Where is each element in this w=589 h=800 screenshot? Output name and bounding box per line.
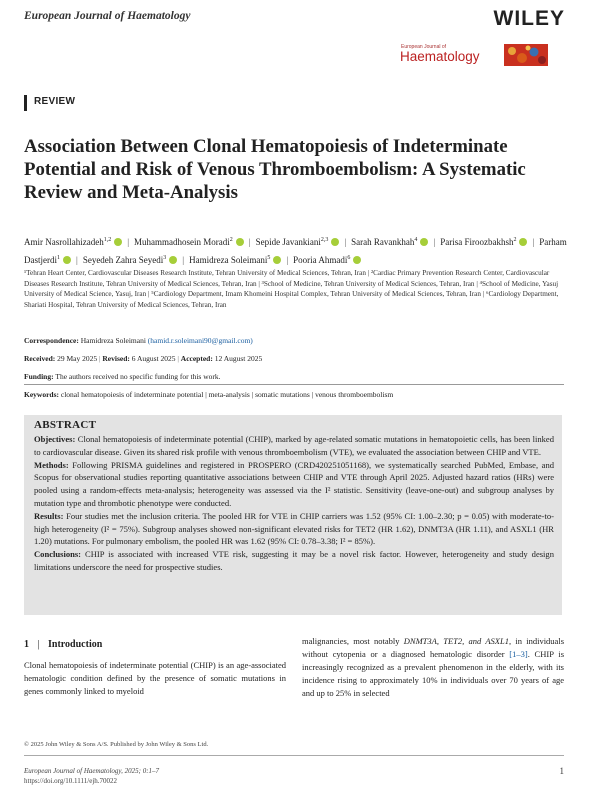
- author: [24, 237, 122, 247]
- author: [189, 255, 281, 265]
- author-name: Muhammadhosein Moradi: [134, 237, 230, 247]
- journal-logo: [400, 44, 560, 70]
- orcid-icon[interactable]: [420, 238, 428, 246]
- author: [293, 255, 361, 265]
- page-number: 1: [559, 766, 564, 776]
- author-name: Pooria Ahmadi: [293, 255, 348, 265]
- author-separator: |: [286, 255, 289, 265]
- citation: European Journal of Haematology, 2025; 0:1–7: [24, 767, 160, 775]
- revised-label: Revised:: [102, 354, 130, 363]
- author: [134, 237, 244, 247]
- author-separator: |: [433, 237, 436, 247]
- author-separator: |: [344, 237, 347, 247]
- keywords: [24, 390, 393, 399]
- orcid-icon[interactable]: [519, 238, 527, 246]
- conclusions-label: Conclusions:: [34, 549, 82, 560]
- author-affiliation: 6: [347, 255, 351, 261]
- author-name: Sarah Ravankhah: [351, 237, 415, 247]
- intro-column-right: [302, 635, 564, 700]
- author-affiliation: 2,3: [320, 237, 329, 243]
- author: [83, 255, 177, 265]
- correspondence-name: Hamidreza Soleimani: [80, 336, 146, 345]
- section-number: 1: [24, 639, 29, 650]
- orcid-icon[interactable]: [353, 256, 361, 264]
- footer-divider: [24, 755, 564, 756]
- abstract-methods: [34, 459, 554, 510]
- methods-text: Following PRISMA guidelines and registered in PROSPERO (CRD420251051168), we systematically searched PubMed, Embase, and Scopus for observational studies reporting quantitative associations between CHIP and VTE through April 2025. Adjusted hazard ratios (HRs) were pooled using a random-effects meta-analysis; heterogeneity was assessed via the I² statistic. Sensitivity (leave-one-out) and subgroup analyses by mutation type and thrombotic phenotype were conducted.: [34, 459, 554, 508]
- article-dates: Received: 29 May 2025 | Revised: 6 August 2025 | Accepted: 12 August 2025: [24, 354, 263, 363]
- author-name: Amir Nasrollahizadeh: [24, 237, 104, 247]
- author-affiliation: 1,2: [103, 237, 112, 243]
- author-affiliation: 1: [57, 255, 60, 261]
- author: [256, 237, 340, 247]
- copyright: © 2025 John Wiley & Sons A/S. Published by John Wiley & Sons Ltd.: [24, 741, 209, 748]
- affiliations: ¹Tehran Heart Center, Cardiovascular Diseases Research Institute, Tehran University of Medical Sciences, Tehran, Iran | ²Cardiac Primary Prevention Research Center, Cardiovascular Diseases Research Institute, Tehran University of Medical Sciences, Tehran, Iran | ³School of Medicine, Tehran University of Medical Sciences, Tehran, Iran | ⁴School of Medicine, Yasuj University of Medical Science, Yasuj, Iran | ⁵Cardiology Department, Imam Khomeini Hospital Complex, Tehran University of Medical Sciences, Tehran, Iran | ⁶Cardiology Department, Shariati Hospital, Tehran University of Medical Sciences, Tehran, Iran: [24, 269, 559, 309]
- funding-label: Funding:: [24, 372, 54, 381]
- objectives-label: Objectives:: [34, 434, 76, 444]
- intro-text-c: . CHIP is increasingly recognized as a prevalent phenomenon in the elderly, with its incidence rising to approximately 10% in individuals over 70 years of age and up to 25% in selected: [302, 649, 564, 698]
- accepted-label: Accepted:: [180, 354, 213, 363]
- intro-text-a: malignancies, most notably: [302, 636, 404, 646]
- abstract-heading: ABSTRACT: [34, 419, 97, 431]
- logo-artwork-icon: [504, 44, 548, 66]
- author-name: Sepide Javankiani: [255, 237, 321, 247]
- intro-genes: DNMT3A, TET2, and ASXL1: [403, 636, 509, 646]
- journal-name: European Journal of Haematology: [24, 10, 191, 22]
- article-type: REVIEW: [34, 96, 76, 107]
- funding-text: The authors received no specific funding for this work.: [55, 372, 221, 381]
- author-separator: |: [182, 255, 185, 265]
- received-label: Received:: [24, 354, 56, 363]
- author: [440, 237, 527, 247]
- orcid-icon[interactable]: [236, 238, 244, 246]
- abstract-results: [34, 510, 554, 548]
- author-name: Hamidreza Soleimani: [189, 255, 268, 265]
- results-label: Results:: [34, 510, 64, 521]
- author-separator: |: [76, 255, 78, 265]
- keywords-label: Keywords:: [24, 390, 59, 399]
- section-heading: 1 | Introduction: [24, 639, 103, 650]
- logo-big-text: Haematology: [400, 49, 480, 64]
- section-title: Introduction: [48, 639, 103, 650]
- author-affiliation: 2: [229, 237, 233, 243]
- accepted-date: 12 August 2025: [214, 354, 263, 363]
- results-text: Four studies met the inclusion criteria. The pooled HR for VTE in CHIP carriers was 1.52 (95% CI: 1.00–2.30; p = 0.05) with moderate-to-high heterogeneity (I² = 75%). Subgroup analyses showed non-significant elevated risks for TET2 (HR 1.62), DNMT3A (HR 1.11), and ASXL1 (HR 1.20) mutations. For pulmonary embolism, the pooled HR was 1.62 (95% CI: 0.78–3.38; I² = 85%).: [34, 510, 554, 547]
- author-affiliation: 4: [414, 237, 418, 243]
- author-separator: |: [532, 237, 535, 247]
- author-affiliation: 3: [163, 255, 167, 261]
- author-separator: |: [248, 237, 251, 247]
- objectives-text: Clonal hematopoiesis of indeterminate potential (CHIP), marked by age-related somatic mutations in hematopoietic cells, has been linked to cardiovascular disease. Given its shared risk profile with venous thromboembolism (VTE), we evaluated the association between CHIP and VTE.: [34, 434, 555, 457]
- orcid-icon[interactable]: [169, 256, 177, 264]
- revised-date: 6 August 2025: [131, 354, 176, 363]
- author-name: Parham Dastjerdi: [24, 237, 567, 265]
- conclusions-text: CHIP is associated with increased VTE risk, suggesting it may be a novel risk factor. However, heterogeneity and study design limitations underscore the need for prospective studies.: [34, 549, 554, 572]
- intro-text-b: , in individuals without cytopenia or a diagnosed hematologic disorder: [302, 636, 564, 659]
- orcid-icon[interactable]: [114, 238, 122, 246]
- doi-link[interactable]: https://doi.org/10.1111/ejh.70022: [24, 777, 118, 785]
- methods-label: Methods:: [34, 459, 69, 470]
- correspondence-label: Correspondence:: [24, 336, 79, 345]
- author-affiliation: 2: [513, 237, 517, 243]
- orcid-icon[interactable]: [63, 256, 71, 264]
- funding: [24, 372, 221, 381]
- correspondence: [24, 336, 253, 345]
- reference-link[interactable]: [1–3]: [509, 649, 528, 659]
- abstract-conclusions: [34, 548, 554, 574]
- abstract-body: [34, 433, 554, 574]
- orcid-icon[interactable]: [273, 256, 281, 264]
- author-list: [24, 232, 569, 268]
- logo-small-text: European Journal of: [401, 44, 447, 50]
- article-type-bar: [24, 95, 27, 111]
- author-name: Parisa Firoozbakhsh: [440, 237, 514, 247]
- author-separator: |: [127, 237, 130, 247]
- publisher-logo: WILEY: [493, 7, 565, 30]
- intro-column-left: Clonal hematopoiesis of indeterminate potential (CHIP) is an age-associated hematologic condition defined by the presence of somatic mutations in genes commonly linked to myeloid: [24, 660, 286, 696]
- divider: [24, 384, 564, 385]
- abstract-objectives: [34, 433, 554, 459]
- article-title: Association Between Clonal Hematopoiesis of Indeterminate Potential and Risk of Venous Thromboembolism: A Systematic Review and Meta-Analysis: [24, 136, 526, 203]
- received-date: 29 May 2025: [57, 354, 98, 363]
- correspondence-email-link[interactable]: (hamid.r.soleimani90@gmail.com): [147, 336, 253, 345]
- keywords-text: clonal hematopoiesis of indeterminate potential | meta-analysis | somatic mutations | venous thromboembolism: [60, 390, 394, 399]
- author-affiliation: 5: [267, 255, 271, 261]
- author: [351, 237, 428, 247]
- author-name: Seyedeh Zahra Seyedi: [82, 255, 164, 265]
- orcid-icon[interactable]: [331, 238, 339, 246]
